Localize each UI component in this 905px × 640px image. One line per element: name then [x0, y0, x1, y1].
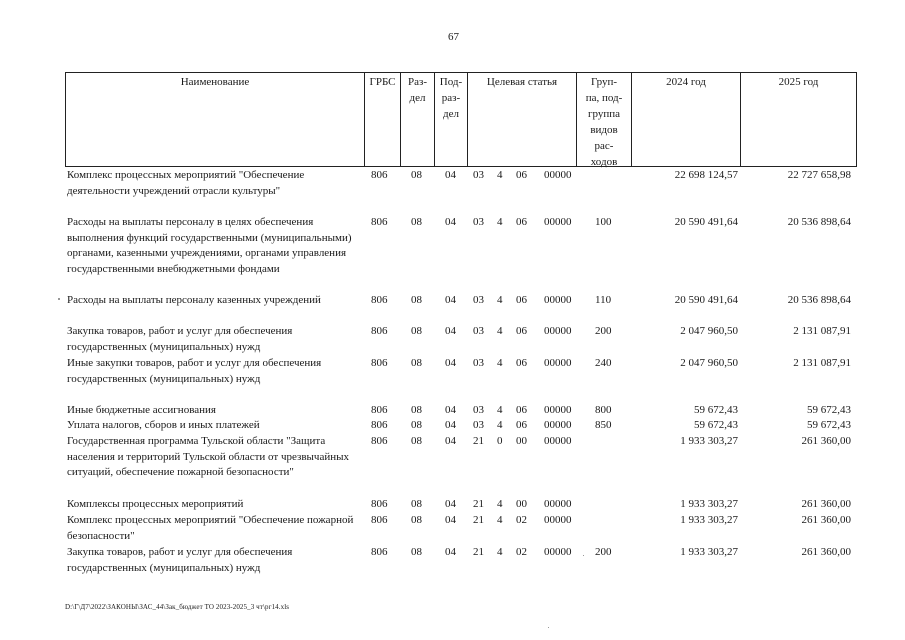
row-podrazdel: 04 [445, 169, 456, 181]
scan-speck [548, 627, 549, 628]
header-vr-line: группа [587, 108, 621, 120]
row-razdel: 08 [411, 404, 422, 416]
row-target-direction: 00000 [544, 435, 572, 447]
row-razdel: 08 [411, 357, 422, 369]
row-vr: 100 [595, 216, 612, 228]
row-target-type: 4 [497, 169, 503, 181]
row-name: Государственная программа Тульской области "Защита населения и территорий Тульской области от чрезвычайных ситуаций, обеспечение пожарной безопасности" [67, 435, 350, 478]
row-name: Иные бюджетные ассигнования [67, 404, 216, 416]
row-target-type: 4 [497, 514, 503, 526]
row-name: Иные закупки товаров, работ и услуг для обеспечения государственных (муниципальных) нужд [67, 357, 322, 385]
row-grbs: 806 [371, 498, 388, 510]
row-razdel: 08 [411, 435, 422, 447]
header-podrazdel-line: дел [443, 108, 459, 120]
row-name: Закупка товаров, работ и услуг для обеспечения государственных (муниципальных) нужд [67, 325, 293, 353]
row-grbs: 806 [371, 325, 388, 337]
row-razdel: 08 [411, 419, 422, 431]
row-razdel: 08 [411, 169, 422, 181]
row-target-element: 06 [516, 325, 527, 337]
page-number: 67 [448, 31, 459, 43]
row-razdel: 08 [411, 514, 422, 526]
row-target-direction: 00000 [544, 514, 572, 526]
row-amount-2025: 261 360,00 [801, 514, 851, 526]
row-vr: 800 [595, 404, 612, 416]
header-y2025-label: 2025 год [778, 76, 819, 88]
row-target-direction: 00000 [544, 419, 572, 431]
row-name: Комплексы процессных мероприятий [67, 498, 244, 510]
row-podrazdel: 04 [445, 419, 456, 431]
row-target-element: 06 [516, 419, 527, 431]
row-name: Расходы на выплаты персоналу казенных учреждений [67, 294, 321, 306]
row-name: Расходы на выплаты персоналу в целях обеспечения выполнения функций государственными (муниципальными) органами, казенными учреждениями, органами управления государственными внебюджетными фондами [67, 216, 352, 275]
row-vr: 200 [595, 325, 612, 337]
row-amount-2025: 261 360,00 [801, 435, 851, 447]
row-grbs: 806 [371, 294, 388, 306]
row-target-element: 06 [516, 216, 527, 228]
row-amount-2024: 1 933 303,27 [680, 514, 738, 526]
scan-speck [583, 555, 584, 556]
header-vr-line: рас- [594, 140, 614, 152]
row-target-direction: 00000 [544, 546, 572, 558]
row-podrazdel: 04 [445, 435, 456, 447]
row-amount-2025: 22 727 658,98 [787, 169, 851, 181]
row-amount-2024: 20 590 491,64 [674, 216, 738, 228]
row-podrazdel: 04 [445, 404, 456, 416]
row-podrazdel: 04 [445, 216, 456, 228]
row-amount-2025: 2 131 087,91 [793, 357, 851, 369]
row-podrazdel: 04 [445, 514, 456, 526]
row-amount-2024: 2 047 960,50 [680, 325, 738, 337]
row-podrazdel: 04 [445, 357, 456, 369]
row-grbs: 806 [371, 546, 388, 558]
row-target-program: 21 [473, 498, 484, 510]
row-target-type: 0 [497, 435, 503, 447]
row-target-program: 03 [473, 325, 484, 337]
row-razdel: 08 [411, 216, 422, 228]
row-target-program: 03 [473, 169, 484, 181]
row-podrazdel: 04 [445, 294, 456, 306]
header-razdel-line: Раз- [407, 76, 427, 88]
row-amount-2024: 1 933 303,27 [680, 546, 738, 558]
row-target-direction: 00000 [544, 325, 572, 337]
row-target-program: 03 [473, 404, 484, 416]
row-amount-2025: 2 131 087,91 [793, 325, 851, 337]
row-amount-2024: 22 698 124,57 [674, 169, 738, 181]
row-target-program: 03 [473, 419, 484, 431]
row-target-element: 06 [516, 404, 527, 416]
header-vr-line: Груп- [590, 76, 618, 88]
row-target-program: 03 [473, 357, 484, 369]
row-vr: 200 [595, 546, 612, 558]
row-target-type: 4 [497, 404, 503, 416]
row-razdel: 08 [411, 294, 422, 306]
row-target-type: 4 [497, 216, 503, 228]
row-target-program: 03 [473, 294, 484, 306]
row-razdel: 08 [411, 498, 422, 510]
row-vr: 240 [595, 357, 612, 369]
row-target-element: 06 [516, 294, 527, 306]
row-razdel: 08 [411, 546, 422, 558]
file-path-footer: D:\Г\Д7\2022\ЗАКОНЫ\ЗАС_44\Зак_бюджет ТО 2023-2025_3 чт\рг14.xls [65, 603, 290, 611]
row-target-program: 21 [473, 546, 484, 558]
row-target-program: 03 [473, 216, 484, 228]
row-podrazdel: 04 [445, 498, 456, 510]
row-target-direction: 00000 [544, 294, 572, 306]
header-y2024-label: 2024 год [666, 76, 706, 88]
header-vr-line: видов [590, 124, 618, 136]
header-vr-line: па, под- [585, 92, 623, 104]
header-grbs-label: ГРБС [369, 76, 396, 88]
row-amount-2024: 1 933 303,27 [680, 435, 738, 447]
row-amount-2024: 59 672,43 [694, 419, 738, 431]
row-razdel: 08 [411, 325, 422, 337]
row-grbs: 806 [371, 404, 388, 416]
row-vr: 850 [595, 419, 612, 431]
row-grbs: 806 [371, 169, 388, 181]
row-amount-2025: 59 672,43 [807, 404, 851, 416]
row-target-type: 4 [497, 546, 503, 558]
row-target-element: 00 [516, 498, 527, 510]
row-podrazdel: 04 [445, 325, 456, 337]
row-grbs: 806 [371, 357, 388, 369]
header-podrazdel-line: раз- [441, 92, 461, 104]
row-target-element: 06 [516, 357, 527, 369]
row-grbs: 806 [371, 435, 388, 447]
row-target-direction: 00000 [544, 169, 572, 181]
row-amount-2024: 1 933 303,27 [680, 498, 738, 510]
row-target-direction: 00000 [544, 498, 572, 510]
row-target-type: 4 [497, 325, 503, 337]
row-target-type: 4 [497, 357, 503, 369]
row-amount-2025: 261 360,00 [801, 546, 851, 558]
row-target-direction: 00000 [544, 216, 572, 228]
row-grbs: 806 [371, 419, 388, 431]
row-amount-2025: 59 672,43 [807, 419, 851, 431]
row-amount-2024: 20 590 491,64 [674, 294, 738, 306]
row-grbs: 806 [371, 514, 388, 526]
row-target-type: 4 [497, 294, 503, 306]
row-name: Закупка товаров, работ и услуг для обеспечения государственных (муниципальных) нужд [67, 546, 293, 574]
row-target-type: 4 [497, 419, 503, 431]
header-target-label: Целевая статья [486, 76, 558, 88]
row-target-direction: 00000 [544, 357, 572, 369]
row-target-direction: 00000 [544, 404, 572, 416]
row-target-element: 06 [516, 169, 527, 181]
row-target-type: 4 [497, 498, 503, 510]
row-amount-2025: 20 536 898,64 [787, 216, 851, 228]
scan-speck [58, 298, 60, 300]
header-vr-line: ходов [590, 156, 618, 168]
row-amount-2024: 59 672,43 [694, 404, 738, 416]
row-target-element: 00 [516, 435, 527, 447]
row-podrazdel: 04 [445, 546, 456, 558]
row-vr: 110 [595, 294, 612, 306]
header-razdel-line: дел [409, 92, 426, 104]
row-name: Комплекс процессных мероприятий "Обеспечение пожарной безопасности" [67, 514, 354, 542]
row-name: Уплата налогов, сборов и иных платежей [67, 419, 260, 431]
header-name-label: Наименование [180, 76, 250, 88]
row-amount-2024: 2 047 960,50 [680, 357, 738, 369]
row-target-element: 02 [516, 546, 527, 558]
row-name: Комплекс процессных мероприятий "Обеспечение деятельности учреждений отрасли культуры" [67, 169, 305, 197]
row-amount-2025: 20 536 898,64 [787, 294, 851, 306]
header-podrazdel-line: Под- [439, 76, 463, 88]
row-amount-2025: 261 360,00 [801, 498, 851, 510]
row-target-program: 21 [473, 514, 484, 526]
row-target-element: 02 [516, 514, 527, 526]
row-target-program: 21 [473, 435, 484, 447]
row-grbs: 806 [371, 216, 388, 228]
